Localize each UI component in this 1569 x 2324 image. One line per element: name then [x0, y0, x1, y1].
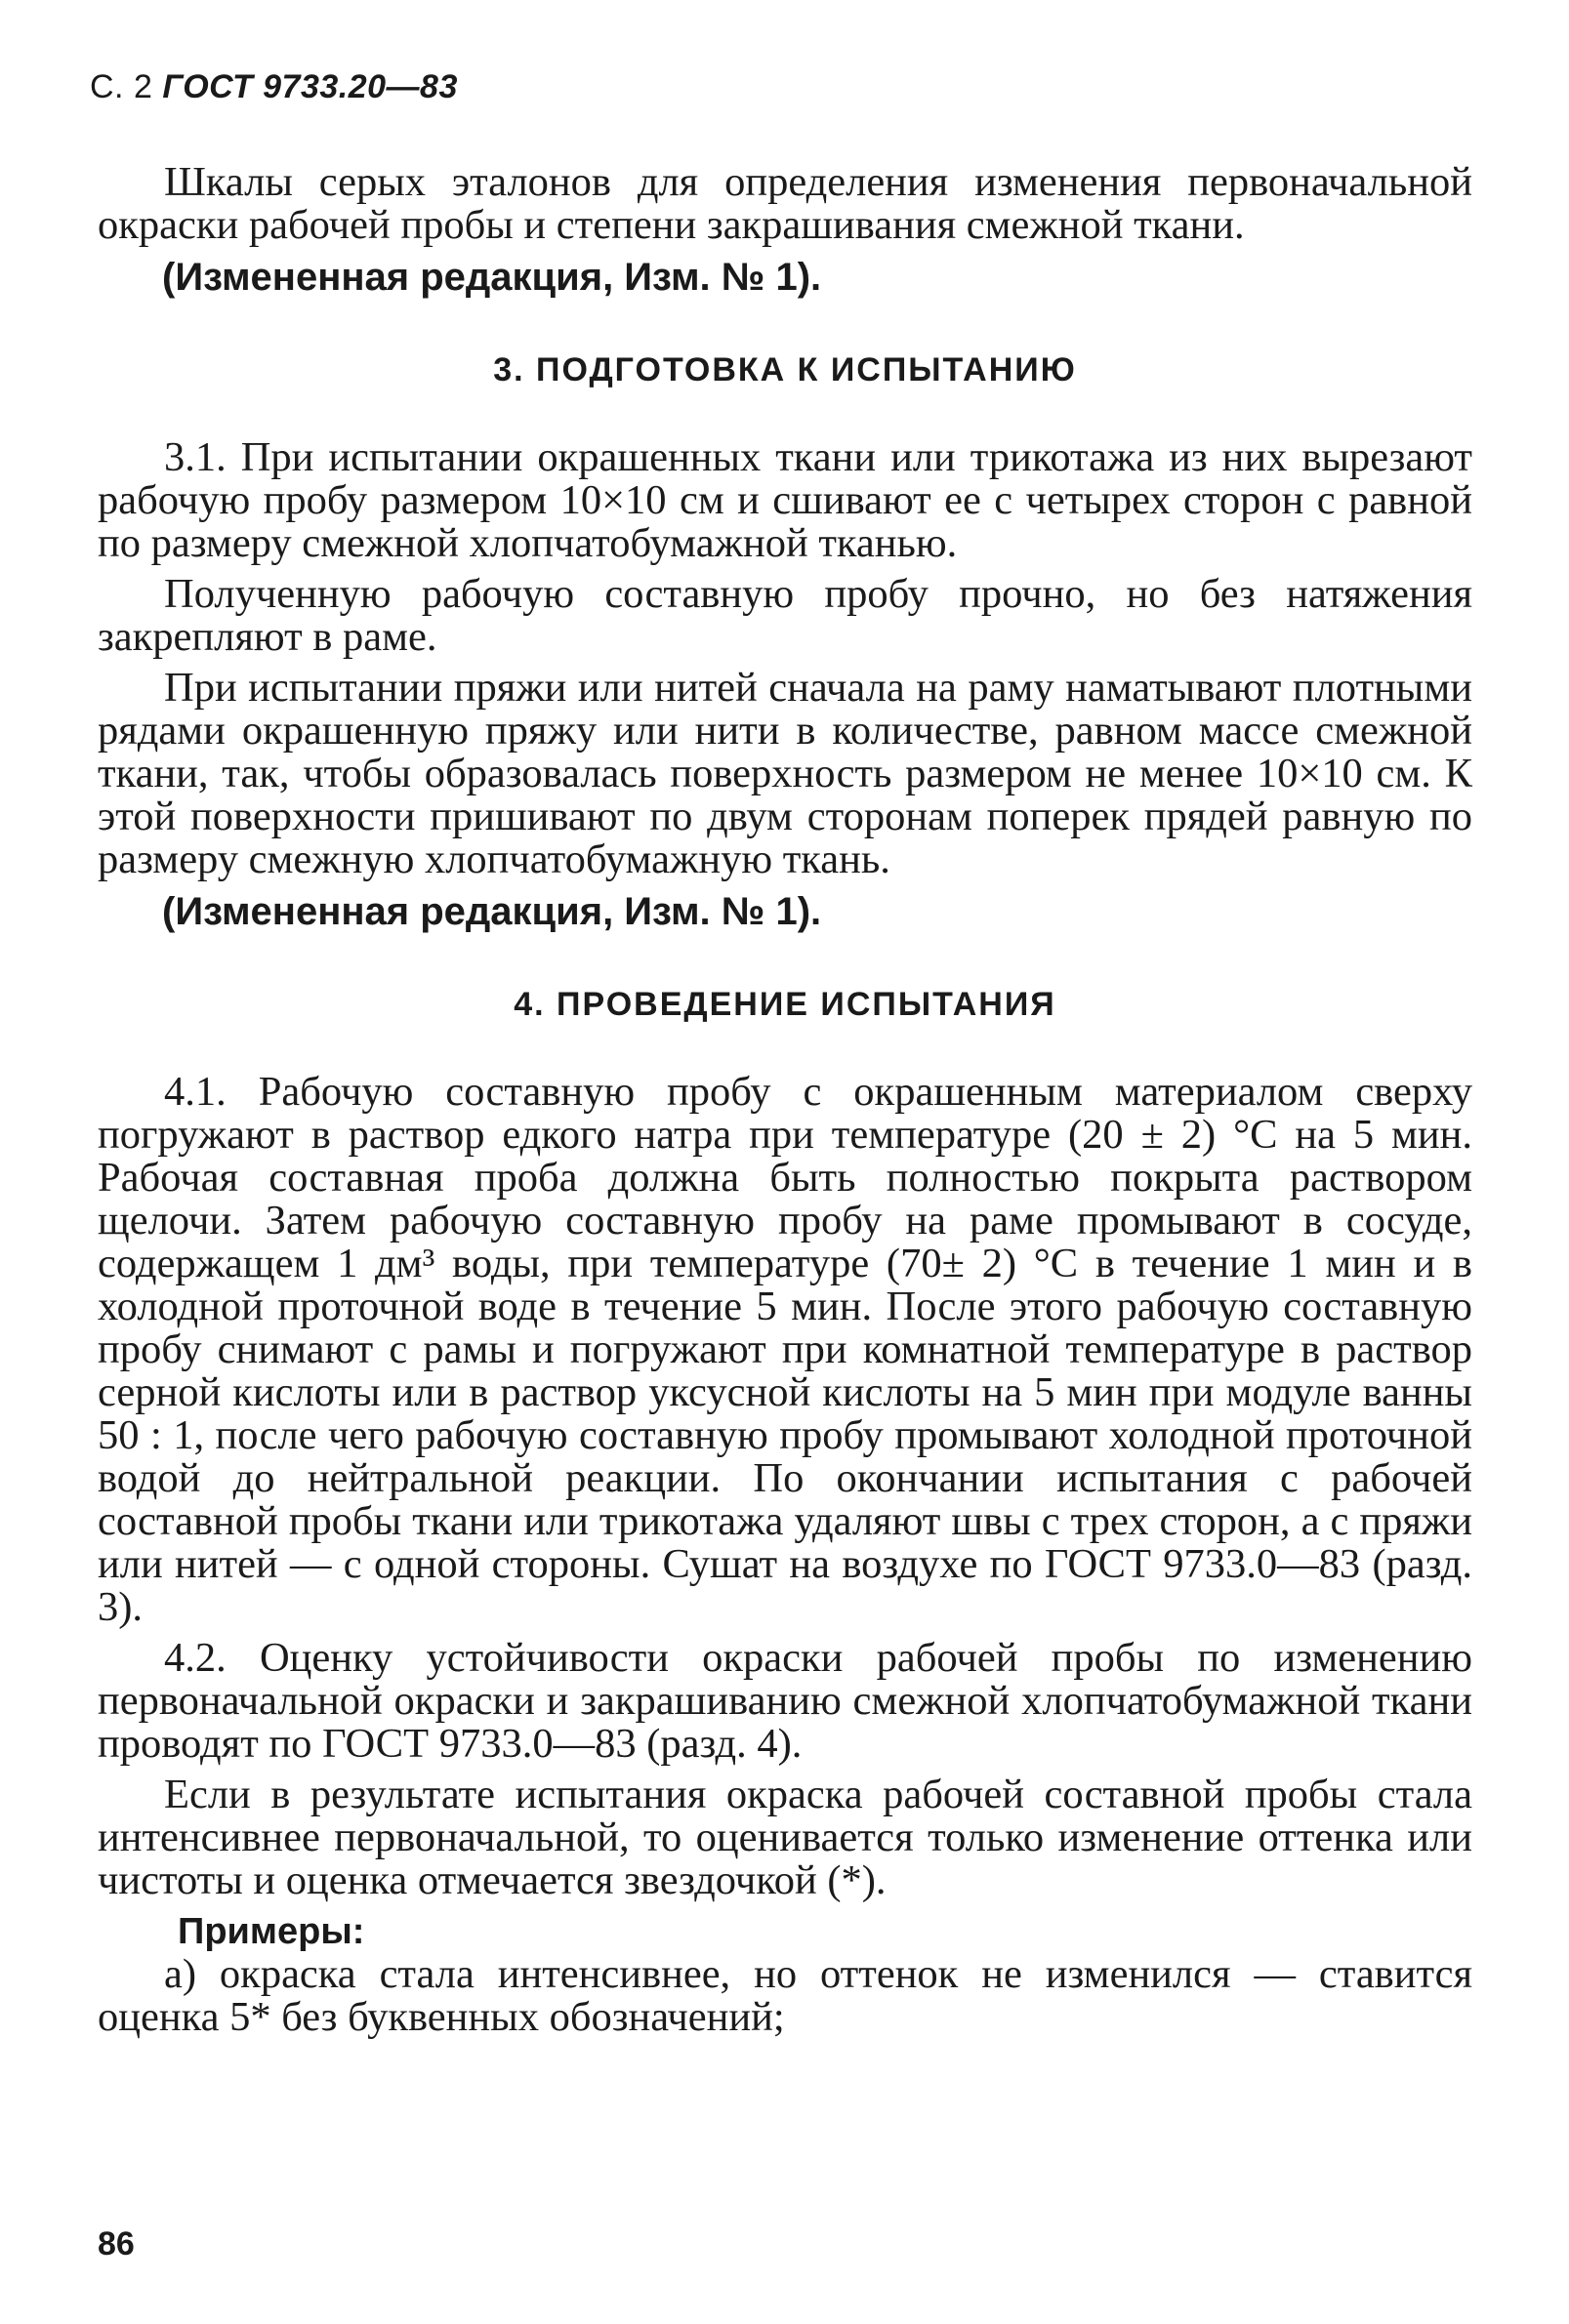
- paragraph-4-1: 4.1. Рабочую составную пробу с окрашенным материалом сверху погружают в раствор едкого натра при температуре (20 ± 2) °С на 5 мин. Рабочая составная проба должна быть полностью покрыта раствором щелочи. Затем рабочую составную пробу на раме промывают в сосуде, содержащем 1 дм³ воды, при температуре (70± 2) °С в течение 1 мин и в холодной проточной воде в течение 5 мин. После этого рабочую составную пробу снимают с рамы и погружают при комнатной температуре в раствор серной кислоты или в раствор уксусной кислоты на 5 мин при модуле ванны 50 : 1, после чего рабочую составную пробу промывают холодной проточной водой до нейтральной реакции. По окончании испытания с рабочей составной пробы ткани или трикотажа удаляют швы с трех сторон, а с пряжи или нитей — с одной стороны. Сушат на воздухе по ГОСТ 9733.0—83 (разд. 3).: [98, 1069, 1472, 1630]
- page-label: С. 2: [90, 68, 153, 105]
- document-body: [98, 161, 1472, 2047]
- page-number: 86: [98, 2225, 135, 2263]
- page-header: [90, 68, 458, 106]
- grey-scales-paragraph: Шкалы серых эталонов для определения изменения первоначальной окраски рабочей пробы и степени закрашивания смежной ткани.: [98, 159, 1472, 248]
- example-a: а) окраска стала интенсивнее, но оттенок не изменился — ставится оценка 5* без буквенных обозначений;: [98, 1951, 1472, 2040]
- paragraph-intensity: Если в результате испытания окраска рабочей составной пробы стала интенсивнее первоначальной, то оценивается только изменение оттенка или чистоты и оценка отмечается звездочкой (*).: [98, 1772, 1472, 1903]
- edit-note: (Измененная редакция, Изм. № 1).: [162, 256, 822, 299]
- examples-heading: Примеры:: [178, 1911, 365, 1952]
- edit-note: (Измененная редакция, Изм. № 1).: [162, 890, 822, 933]
- paragraph-mounting: Полученную рабочую составную пробу прочно, но без натяжения закрепляют в раме.: [98, 571, 1472, 660]
- paragraph-yarn: При испытании пряжи или нитей сначала на раму наматывают плотными рядами окрашенную пряжу или нити в количестве, равном массе смежной ткани, так, чтобы образовалась поверхность размером не менее 10×10 см. К этой поверхности пришивают по двум сторонам поперек прядей равную по размеру смежную хлопчатобумажную ткань.: [98, 665, 1472, 882]
- section-heading-testing: 4. ПРОВЕДЕНИЕ ИСПЫТАНИЯ: [514, 986, 1056, 1023]
- document-code: ГОСТ 9733.20—83: [162, 68, 458, 105]
- paragraph-3-1: 3.1. При испытании окрашенных ткани или трикотажа из них вырезают рабочую пробу размером 10×10 см и сшивают ее с четырех сторон с равной по размеру смежной хлопчатобумажной тканью.: [98, 434, 1472, 566]
- paragraph-4-2: 4.2. Оценку устойчивости окраски рабочей пробы по изменению первоначальной окраски и закрашиванию смежной хлопчатобумажной ткани проводят по ГОСТ 9733.0—83 (разд. 4).: [98, 1635, 1472, 1767]
- section-heading-preparation: 3. ПОДГОТОВКА К ИСПЫТАНИЮ: [493, 351, 1077, 388]
